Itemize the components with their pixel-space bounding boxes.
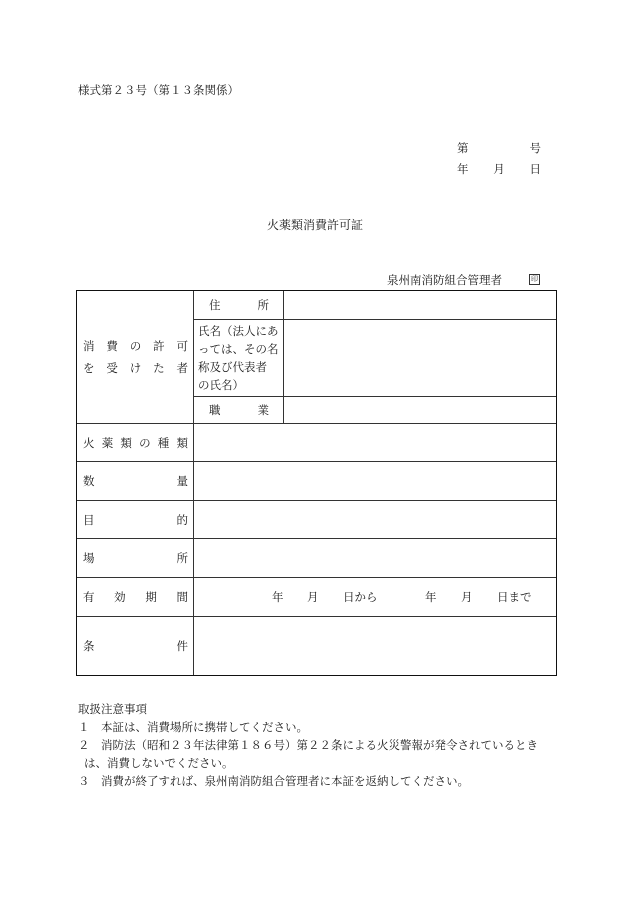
- date-day: 日: [529, 162, 541, 176]
- place-label: 場 所: [83, 551, 188, 565]
- note-item: ２ 消防法（昭和２３年法律第１８６号）第２２条による火災警報が発令されているとき: [78, 738, 538, 752]
- handling-notes: [78, 700, 538, 790]
- seal-stamp-icon: 印: [531, 275, 538, 283]
- document-number-line: [457, 140, 541, 156]
- note-item: １ 本証は、消費場所に携帯してください。: [78, 720, 308, 734]
- address-label: 住 所: [209, 298, 269, 312]
- permittee-label: [83, 331, 188, 383]
- permittee-label-line1: 消 費 の 許 可: [83, 339, 188, 353]
- issuer-name: 泉州南消防組合管理者: [387, 273, 502, 287]
- quantity-label: 数 量: [83, 474, 188, 488]
- validity-period-label: 有 効 期 間: [83, 590, 188, 604]
- note-item-continuation: は、消費しないでください。: [84, 756, 234, 770]
- validity-period-value: 年 月 日から 年 月 日まで: [272, 590, 532, 604]
- purpose-label: 目 的: [83, 512, 188, 527]
- permit-table: [76, 290, 557, 676]
- notes-heading: 取扱注意事項: [78, 702, 147, 716]
- doc-number-prefix: 第: [457, 141, 469, 155]
- note-item: ３ 消費が終了すれば、泉州南消防組合管理者に本証を返納してください。: [78, 774, 469, 788]
- form-number: 様式第２３号（第１３条関係）: [78, 83, 239, 97]
- conditions-label: 条 件: [83, 639, 188, 653]
- column-divider: [283, 291, 284, 423]
- name-label: 氏名（法人にあ っては、その名 称及び代表者 の氏名）: [198, 324, 279, 392]
- doc-number-suffix: 号: [529, 141, 541, 155]
- date-year: 年: [457, 162, 469, 176]
- occupation-label: 職 業: [209, 403, 269, 417]
- issue-date-line: [457, 161, 541, 177]
- explosive-type-label: 火 薬 類 の 種 類: [83, 435, 188, 450]
- row-divider: [193, 319, 556, 320]
- document-title: 火薬類消費許可証: [266, 218, 363, 232]
- column-divider: [193, 291, 194, 675]
- date-month: 月: [493, 162, 505, 176]
- permittee-label-line2: を 受 け た 者: [83, 361, 188, 375]
